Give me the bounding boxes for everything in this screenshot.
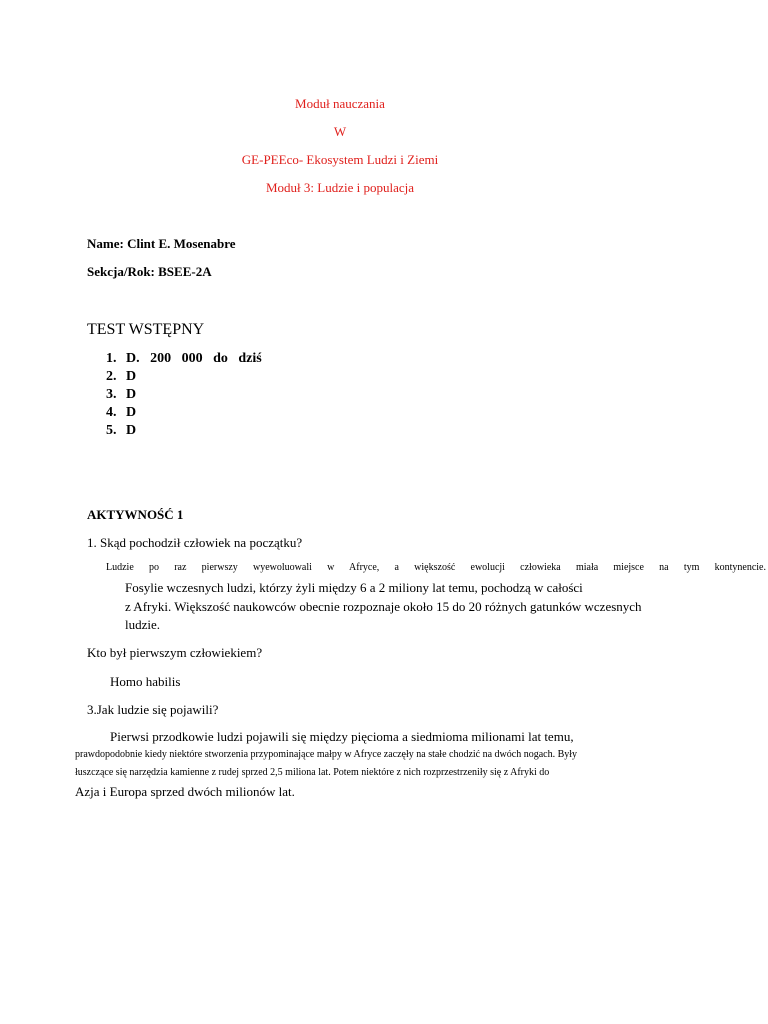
module-header	[0, 94, 680, 206]
answer-2: Homo habilis	[110, 674, 181, 689]
activity-heading: AKTYWNOŚĆ 1	[87, 507, 184, 522]
answer-3-line-3: łuszczące się narzędzia kamienne z rudej sprzed 2,5 miliona lat. Potem niektóre z nich rozprzestrzeniły się z Afryki do	[75, 767, 550, 778]
list-item-answer: D	[126, 387, 137, 402]
list-item-number: 5.	[106, 423, 117, 438]
header-line-w: W	[333, 124, 347, 139]
student-name: Name: Clint E. Mosenabre	[87, 236, 236, 251]
list-item	[106, 350, 262, 368]
list-item-answer: D	[126, 423, 137, 438]
list-item	[106, 404, 262, 422]
list-item	[106, 422, 262, 440]
student-section: Sekcja/Rok: BSEE-2A	[87, 264, 212, 279]
header-line-module: Moduł nauczania	[295, 96, 385, 111]
pretest-heading: TEST WSTĘPNY	[87, 321, 205, 338]
list-item-answer: D. 200 000 do dziś	[126, 351, 262, 366]
list-item-answer: D	[126, 405, 137, 420]
answer-3-line-4: Azja i Europa sprzed dwóch milionów lat.	[75, 784, 295, 799]
list-item	[106, 386, 262, 404]
answer-3-line-2: prawdopodobnie kiedy niektóre stworzenia przypominające małpy w Afryce zaczęły na stałe chodzić na dwóch nogach. Były	[75, 749, 578, 760]
answer-1-line-2: Fosylie wczesnych ludzi, którzy żyli między 6 a 2 miliony lat temu, pochodzą w całości	[125, 580, 583, 595]
answer-1-line-3: z Afryki. Większość naukowców obecnie rozpoznaje około 15 do 20 różnych gatunków wczesnych	[125, 599, 642, 614]
answer-1-line-1-text: Ludzie po raz pierwszy wyewoluowali w Afryce, a większość ewolucji człowieka miała miejsce na tym kontynencie.	[106, 562, 766, 573]
answer-1-line-1	[106, 562, 766, 573]
question-2: Kto był pierwszym człowiekiem?	[87, 645, 263, 660]
header-line-module-title: Moduł 3: Ludzie i populacja	[265, 180, 415, 195]
answer-1-line-4: ludzie.	[125, 617, 161, 632]
list-item-number: 2.	[106, 369, 117, 384]
answer-3-line-1: Pierwsi przodkowie ludzi pojawili się między pięcioma a siedmioma milionami lat temu,	[110, 729, 574, 744]
list-item-number: 4.	[106, 405, 117, 420]
list-item	[106, 368, 262, 386]
pretest-answer-list	[106, 350, 262, 440]
list-item-answer: D	[126, 369, 137, 384]
list-item-number: 3.	[106, 387, 117, 402]
list-item-number: 1.	[106, 351, 117, 366]
question-3: 3.Jak ludzie się pojawili?	[87, 702, 219, 717]
question-1: 1. Skąd pochodził człowiek na początku?	[87, 535, 303, 550]
header-line-course: GE-PEEco- Ekosystem Ludzi i Ziemi	[241, 152, 439, 167]
